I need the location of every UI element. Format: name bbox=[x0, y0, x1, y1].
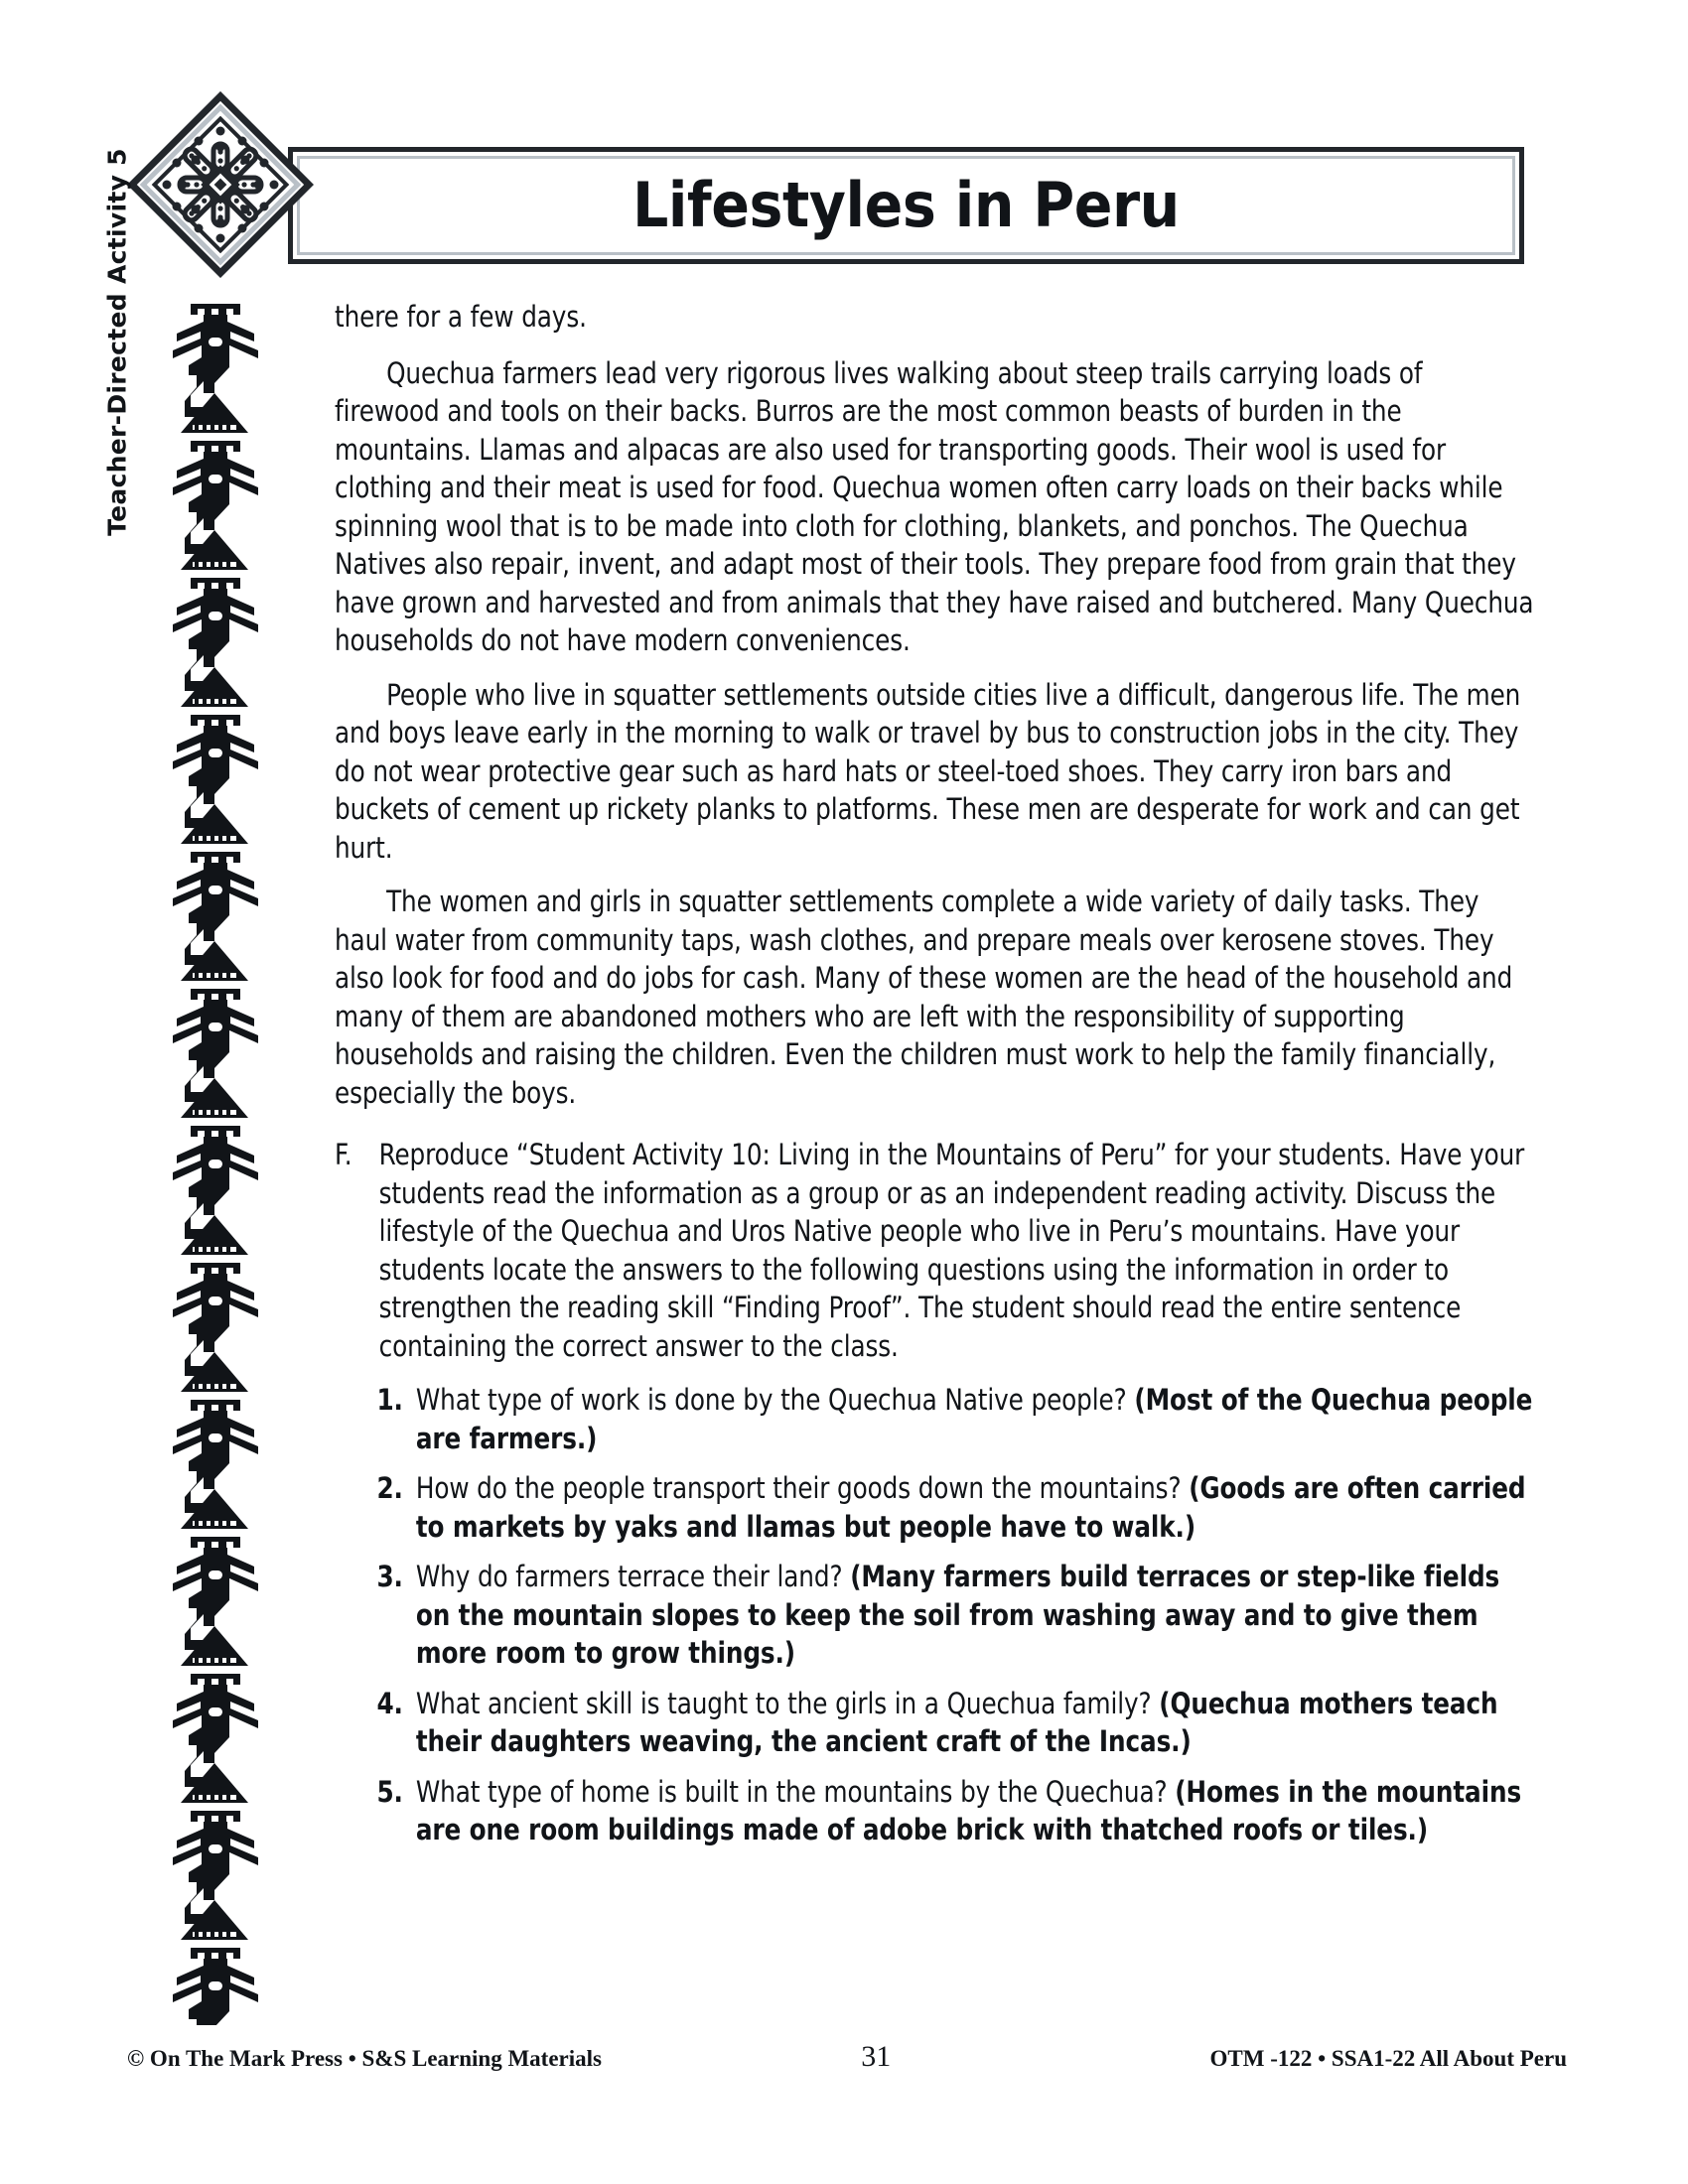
list-item bbox=[375, 1558, 1534, 1673]
footer-page-number: 31 bbox=[861, 2040, 892, 2073]
question-body bbox=[416, 1558, 1534, 1673]
paragraph-quechua-farmers: Quechua farmers lead very rigorous lives walking about steep trails carrying loads of firewood and tools on their backs. Burros are the most common beasts of burden in the mountains. Llamas and alpacas are also used for transporting goods. Their wool is used for clothing and their meat is used for food. Quechua women often carry loads on their backs while spinning wool that is to be made into cloth for clothing, blankets, and ponchos. The Quechua Natives also repair, invent, and adapt most of their tools. They prepare food from grain that they have grown and harvested and from animals that they have raised and butchered. Many Quechua households do not have modern conveniences. bbox=[335, 355, 1534, 657]
question-number: 3. bbox=[376, 1560, 403, 1593]
lettered-item-f bbox=[335, 1136, 1534, 1365]
paragraph-continuation: there for a few days. bbox=[335, 300, 587, 334]
lettered-item-text: Reproduce “Student Activity 10: Living in the Mountains of Peru” for your students. Have your students read the information as a group or as an independent reading activity. Discuss the lifestyle of the Quechua and Uros Native people who live in Peru’s mountains. Have your students locate the answers to the following questions using the information in order to strengthen the reading skill “Finding Proof”. The student should read the entire sentence containing the correct answer to the class. bbox=[378, 1138, 1525, 1363]
question-text: What type of work is done by the Quechua Native people? bbox=[415, 1383, 1135, 1417]
answer-text: (Goods are often carried to markets by yaks and llamas but people have to walk.) bbox=[415, 1471, 1526, 1544]
lettered-item-marker: F. bbox=[335, 1138, 352, 1171]
paragraph-squatter-settlements: People who live in squatter settlements outside cities live a difficult, dangerous life. The men and boys leave early in the morning to walk or travel by bus to construction jobs in the city. They do not wear protective gear such as hard hats or steel-toed shoes. They carry iron bars and buckets of cement up rickety planks to platforms. These men are desperate for work and can get hurt. bbox=[335, 677, 1521, 865]
question-text: Why do farmers terrace their land? bbox=[415, 1560, 851, 1593]
answer-text: (Most of the Quechua people are farmers.) bbox=[415, 1383, 1533, 1455]
question-text: How do the people transport their goods down the mountains? bbox=[415, 1471, 1190, 1505]
footer-publisher: © On The Mark Press • S&S Learning Materials bbox=[127, 2046, 602, 2071]
list-item bbox=[375, 1685, 1534, 1761]
question-list bbox=[375, 1381, 1534, 1849]
page-title: Lifestyles in Peru bbox=[633, 169, 1180, 241]
question-number: 4. bbox=[376, 1686, 403, 1720]
page-footer bbox=[127, 2040, 1567, 2074]
question-text: What type of home is built in the mountains by the Quechua? bbox=[415, 1774, 1176, 1809]
answer-text: (Homes in the mountains are one room buildings made of adobe brick with thatched roofs or tiles.) bbox=[415, 1774, 1522, 1846]
answer-text: (Quechua mothers teach their daughters weaving, the ancient craft of the Incas.) bbox=[415, 1686, 1498, 1758]
question-body bbox=[416, 1381, 1534, 1457]
question-body bbox=[416, 1773, 1534, 1849]
title-banner-inner bbox=[297, 156, 1515, 255]
question-body bbox=[416, 1469, 1534, 1546]
list-item bbox=[375, 1469, 1534, 1546]
main-content bbox=[335, 298, 1534, 1861]
footer-product-code: OTM -122 • SSA1-22 All About Peru bbox=[1209, 2046, 1567, 2071]
answer-text: (Many farmers build terraces or step-like fields on the mountain slopes to keep the soil from washing away and to give them more room to grow things.) bbox=[415, 1560, 1500, 1670]
title-banner bbox=[288, 147, 1524, 264]
andean-diamond-motif-icon bbox=[127, 91, 314, 278]
activity-vertical-label: Teacher-Directed Activity 5 bbox=[102, 148, 132, 536]
paragraph-women-and-girls: The women and girls in squatter settlements complete a wide variety of daily tasks. They haul water from community taps, wash clothes, and prepare meals over kerosene stoves. They also look for food and do jobs for cash. Many of these women are the head of the household and many of them are abandoned mothers who are left with the responsibility of supporting households and raising the children. Even the children must work to help the family financially, especially the boys. bbox=[335, 885, 1513, 1110]
andean-geometric-border-icon bbox=[171, 298, 260, 2025]
question-number: 2. bbox=[376, 1471, 403, 1505]
question-number: 5. bbox=[376, 1774, 403, 1809]
question-body bbox=[416, 1685, 1534, 1761]
list-item bbox=[375, 1381, 1534, 1457]
list-item bbox=[375, 1773, 1534, 1849]
body-text-block bbox=[335, 298, 1534, 1849]
question-number: 1. bbox=[376, 1383, 403, 1417]
question-text: What ancient skill is taught to the girls in a Quechua family? bbox=[415, 1686, 1160, 1720]
